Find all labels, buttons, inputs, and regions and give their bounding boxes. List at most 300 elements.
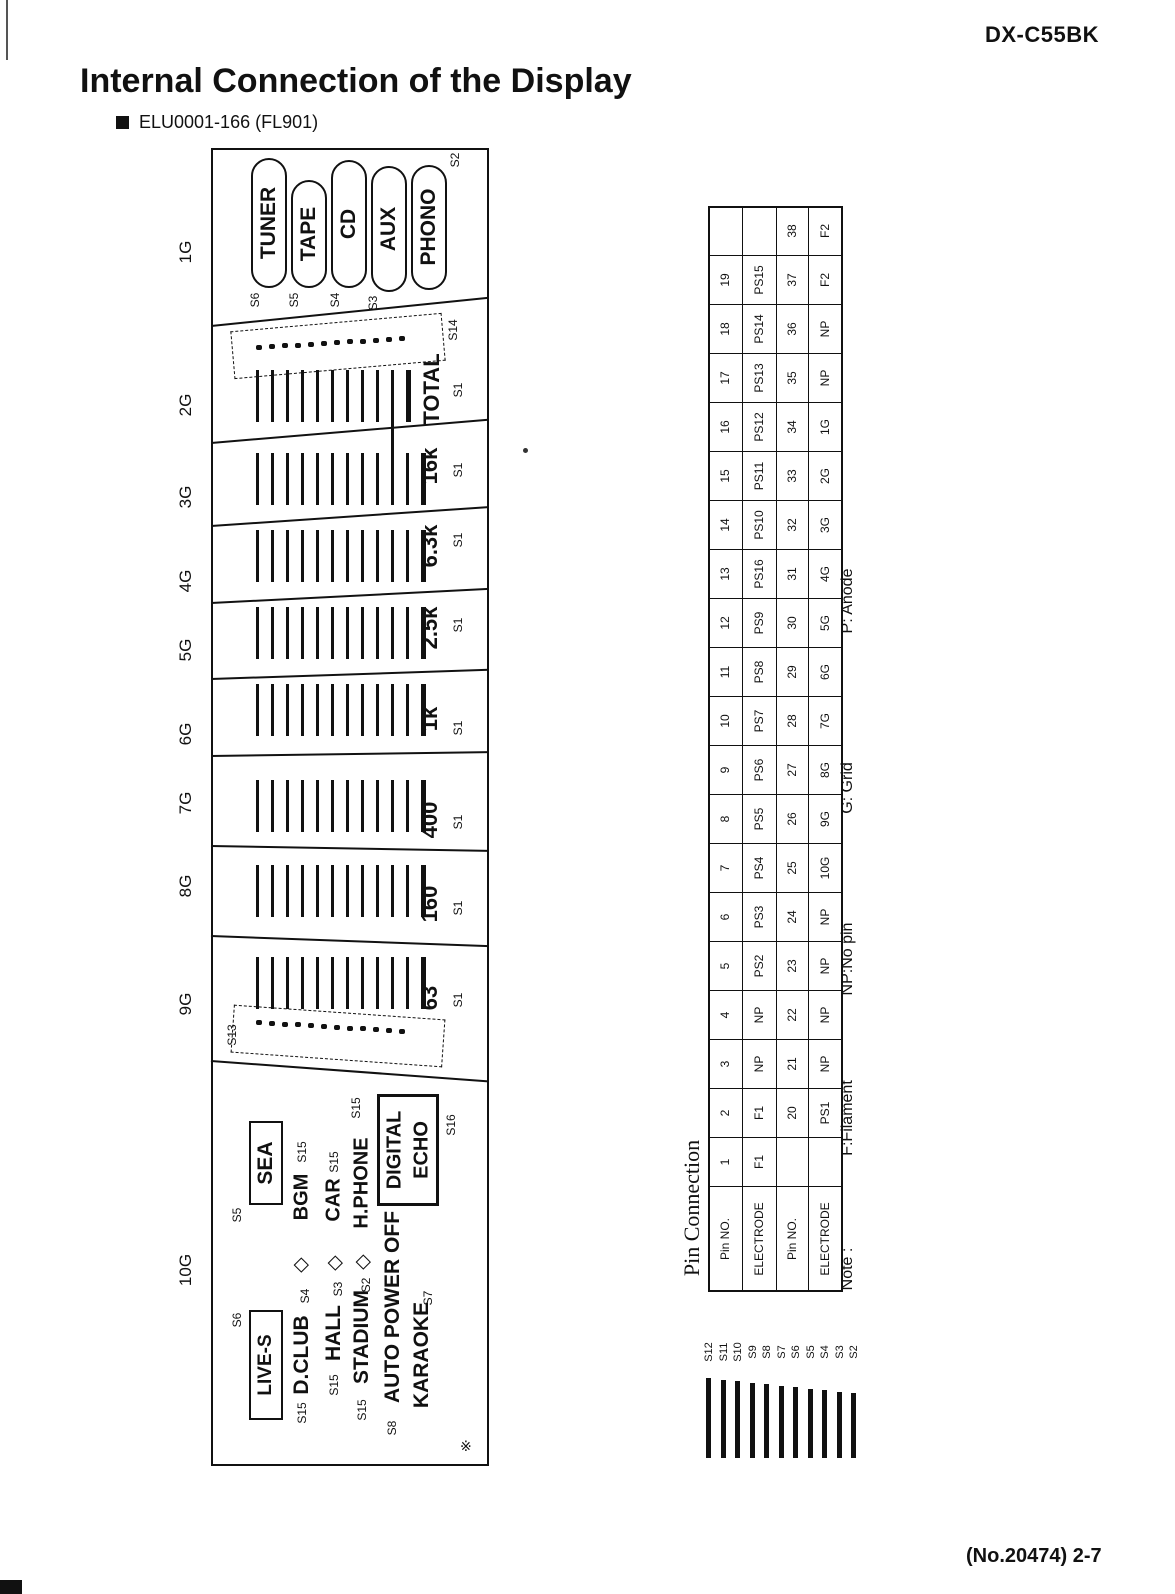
band-63-seg: S1 bbox=[451, 992, 465, 1008]
band-6.3k-seg: S1 bbox=[451, 532, 465, 548]
aux-seg: S3 bbox=[366, 295, 380, 311]
aux-label: AUX bbox=[377, 206, 400, 252]
level-bar bbox=[286, 684, 289, 736]
part-number: ELU0001-166 (FL901) bbox=[139, 112, 319, 132]
dot-segment bbox=[399, 336, 405, 341]
table-cell: 37 bbox=[785, 272, 799, 287]
dot-segment bbox=[282, 343, 288, 348]
table-row-line bbox=[708, 206, 843, 207]
stadium-label: STADIUM bbox=[350, 1289, 373, 1385]
table-row-line bbox=[708, 647, 843, 648]
table-cell: 4 bbox=[718, 1011, 732, 1018]
part-subtitle bbox=[118, 112, 318, 133]
phono-corner-seg: S2 bbox=[448, 152, 462, 168]
stadium-diamond-icon: ◇ bbox=[351, 1254, 374, 1270]
level-bar bbox=[391, 453, 394, 505]
legend-segment-label: S7 bbox=[775, 1345, 788, 1359]
table-cell: PS9 bbox=[752, 611, 766, 634]
table-cell: 5 bbox=[718, 962, 732, 969]
legend-segment-label: S10 bbox=[732, 1342, 744, 1362]
legend-segment-bar bbox=[706, 1378, 711, 1458]
level-bar bbox=[376, 370, 379, 422]
stadium-pre-seg: S15 bbox=[355, 1399, 369, 1421]
table-column-line bbox=[808, 206, 809, 1292]
level-bar bbox=[376, 957, 379, 1009]
square-bullet-icon bbox=[116, 116, 129, 129]
table-cell: 26 bbox=[785, 811, 799, 826]
level-bar bbox=[361, 530, 364, 582]
legend-segment-bar bbox=[851, 1393, 856, 1458]
hphone-label: H.PHONE bbox=[350, 1137, 373, 1229]
tuner-label: TUNER bbox=[257, 186, 280, 260]
table-cell: 25 bbox=[785, 860, 799, 875]
pin-connection-title: Pin Connection bbox=[679, 1139, 704, 1277]
table-cell: 35 bbox=[785, 370, 799, 385]
table-cell: 30 bbox=[785, 615, 799, 630]
level-bar bbox=[376, 530, 379, 582]
level-bar bbox=[331, 780, 334, 832]
table-cell: PS4 bbox=[752, 856, 766, 879]
table-cell: NP bbox=[818, 369, 832, 386]
level-bar bbox=[376, 780, 379, 832]
level-bar bbox=[346, 780, 349, 832]
level-bar bbox=[331, 530, 334, 582]
table-cell: PS11 bbox=[752, 461, 766, 490]
level-bar bbox=[301, 780, 304, 832]
table-cell: F1 bbox=[752, 1105, 766, 1120]
dot-segment bbox=[334, 340, 340, 345]
level-bar bbox=[406, 780, 409, 832]
echo-label: ECHO bbox=[410, 1121, 433, 1179]
table-cell: 3 bbox=[718, 1060, 732, 1067]
note-grid: G: Grid bbox=[839, 762, 856, 814]
level-bar bbox=[361, 684, 364, 736]
table-cell: 11 bbox=[718, 665, 732, 678]
table-row-line bbox=[708, 1137, 843, 1138]
table-cell: 23 bbox=[785, 958, 799, 973]
band-400-seg: S1 bbox=[451, 814, 465, 830]
legend-segment-label: S9 bbox=[746, 1345, 759, 1359]
band-160-seg: S1 bbox=[451, 900, 465, 916]
car-label: CAR bbox=[322, 1178, 345, 1222]
level-bar bbox=[346, 370, 349, 422]
table-cell: 38 bbox=[785, 223, 799, 238]
sea-label: SEA bbox=[254, 1141, 277, 1185]
table-cell: 36 bbox=[785, 321, 799, 336]
table-row-line bbox=[708, 353, 843, 354]
table-cell: NP bbox=[818, 908, 832, 925]
table-column-line bbox=[742, 206, 743, 1292]
legend-segment-bar bbox=[822, 1390, 827, 1458]
table-row-line bbox=[708, 843, 843, 844]
table-cell: 10G bbox=[818, 856, 832, 879]
level-bar bbox=[301, 684, 304, 736]
page-title: Internal Connection of the Display bbox=[80, 62, 632, 100]
level-bar bbox=[331, 607, 334, 659]
table-cell: 2 bbox=[718, 1109, 732, 1116]
level-bar bbox=[271, 453, 274, 505]
note-no-pin: NP:No pin bbox=[839, 922, 856, 996]
table-cell: 13 bbox=[718, 566, 732, 581]
dotted-seg-top: S14 bbox=[446, 319, 460, 341]
level-bar bbox=[376, 865, 379, 917]
level-bar bbox=[346, 453, 349, 505]
table-cell: 33 bbox=[785, 468, 799, 483]
level-bar bbox=[271, 607, 274, 659]
legend-segment-bar bbox=[779, 1386, 784, 1459]
level-bar bbox=[346, 865, 349, 917]
table-cell: 32 bbox=[785, 517, 799, 532]
level-bar bbox=[331, 453, 334, 505]
table-cell: 34 bbox=[785, 419, 799, 434]
table-cell: 9G bbox=[818, 810, 832, 827]
hall-diamond-icon: ◇ bbox=[323, 1255, 346, 1271]
legend-segment-label: S11 bbox=[717, 1342, 730, 1362]
grid-label-8g: 8G bbox=[176, 874, 195, 898]
table-row-line bbox=[708, 598, 843, 599]
table-cell: 21 bbox=[785, 1056, 799, 1071]
level-bar bbox=[316, 607, 319, 659]
band-16k-seg: S1 bbox=[451, 462, 465, 478]
level-bar bbox=[361, 453, 364, 505]
table-cell: PS7 bbox=[752, 709, 766, 732]
level-bar bbox=[316, 780, 319, 832]
level-bar bbox=[256, 530, 259, 582]
level-bar bbox=[361, 370, 364, 422]
level-bar bbox=[256, 780, 259, 832]
table-cell: 14 bbox=[718, 517, 732, 532]
table-cell: PS8 bbox=[752, 660, 766, 683]
table-cell: 10 bbox=[718, 713, 732, 728]
level-bar bbox=[271, 530, 274, 582]
legend-segment-label: S4 bbox=[819, 1345, 831, 1359]
grid-label-5g: 5G bbox=[176, 638, 195, 662]
level-bar bbox=[301, 370, 304, 422]
dclub-label: D.CLUB bbox=[290, 1315, 313, 1395]
table-cell: PS6 bbox=[752, 758, 766, 781]
table-cell: 18 bbox=[718, 321, 732, 336]
table-cell: 3G bbox=[818, 516, 832, 533]
grid-label-1g: 1G bbox=[176, 240, 195, 264]
band-total-seg: S1 bbox=[451, 382, 465, 398]
scan-edge-mark bbox=[6, 0, 8, 60]
band-2.5k: 2.5k bbox=[417, 606, 442, 650]
band-63: 63 bbox=[417, 985, 442, 1011]
table-cell: 8G bbox=[818, 761, 832, 778]
table-cell: PS10 bbox=[752, 509, 766, 540]
band-400: 400 bbox=[417, 801, 442, 839]
grid-label-7g: 7G bbox=[176, 791, 195, 815]
cd-label: CD bbox=[337, 208, 360, 240]
table-row-line bbox=[708, 1039, 843, 1040]
table-header-cell: ELECTRODE bbox=[818, 1202, 832, 1276]
note-anode: P: Anode bbox=[839, 568, 856, 634]
level-bar bbox=[316, 453, 319, 505]
dot-segment bbox=[347, 339, 353, 344]
level-bar bbox=[346, 957, 349, 1009]
dot-segment bbox=[386, 337, 392, 342]
band-2.5k-seg: S1 bbox=[451, 617, 465, 633]
level-bar bbox=[391, 780, 394, 832]
legend-segment-label: S12 bbox=[703, 1342, 715, 1362]
table-row-line bbox=[708, 892, 843, 893]
level-bar bbox=[316, 957, 319, 1009]
scan-corner-mark bbox=[0, 1580, 22, 1594]
legend-segment-bar bbox=[808, 1389, 813, 1459]
level-bar bbox=[391, 957, 394, 1009]
live-s-label: LIVE-S bbox=[255, 1334, 276, 1396]
digital-echo-seg: S16 bbox=[444, 1114, 458, 1136]
level-bar bbox=[406, 453, 409, 505]
table-row-line bbox=[708, 1186, 843, 1187]
level-bar bbox=[316, 530, 319, 582]
table-cell: PS5 bbox=[752, 807, 766, 830]
level-bar bbox=[391, 530, 394, 582]
tuner-seg: S6 bbox=[248, 292, 262, 308]
table-row-line bbox=[708, 745, 843, 746]
note-filament: F:Filament bbox=[839, 1080, 856, 1156]
level-bar bbox=[286, 780, 289, 832]
legend-segment-label: S6 bbox=[790, 1345, 802, 1359]
dot-segment bbox=[295, 343, 301, 348]
dot-segment bbox=[256, 345, 262, 350]
level-bar bbox=[316, 684, 319, 736]
legend-segment-label: S2 bbox=[848, 1345, 860, 1359]
table-row-line bbox=[708, 500, 843, 501]
level-bar bbox=[256, 865, 259, 917]
table-cell: PS2 bbox=[752, 954, 766, 977]
table-cell: 2G bbox=[818, 467, 832, 484]
level-bar bbox=[391, 684, 394, 736]
hall-pre-seg: S15 bbox=[327, 1374, 341, 1396]
asterisk-mark: ※ bbox=[460, 1438, 472, 1454]
auto-power-seg: S8 bbox=[385, 1420, 399, 1436]
level-bar bbox=[271, 684, 274, 736]
level-bar bbox=[286, 453, 289, 505]
table-cell: NP bbox=[818, 320, 832, 337]
legend-segment-bar bbox=[721, 1380, 726, 1459]
table-cell: PS3 bbox=[752, 905, 766, 928]
level-bar bbox=[271, 780, 274, 832]
level-bar bbox=[271, 370, 274, 422]
table-cell: NP bbox=[752, 1055, 766, 1072]
legend-segment-label: S3 bbox=[833, 1345, 846, 1359]
grid-label-4g: 4G bbox=[176, 569, 195, 593]
dclub-post-seg: S4 bbox=[298, 1288, 312, 1304]
table-cell: 7 bbox=[718, 864, 732, 871]
table-cell: PS1 bbox=[818, 1101, 832, 1124]
level-bar bbox=[361, 607, 364, 659]
table-cell: 9 bbox=[718, 766, 732, 773]
tape-label: TAPE bbox=[297, 206, 320, 262]
dot-segment bbox=[321, 341, 327, 346]
table-cell: 19 bbox=[718, 272, 732, 287]
dot-segment bbox=[373, 338, 379, 343]
level-bar bbox=[331, 865, 334, 917]
legend-segment-bar bbox=[750, 1383, 755, 1459]
tape-seg: S5 bbox=[287, 292, 301, 308]
legend-segment-bar bbox=[735, 1381, 740, 1458]
legend-segment-bar bbox=[764, 1384, 769, 1458]
band-1k-seg: S1 bbox=[451, 720, 465, 736]
level-bar bbox=[406, 684, 409, 736]
model-number: DX-C55BK bbox=[985, 22, 1100, 47]
grid-label-3g: 3G bbox=[176, 485, 195, 509]
level-bar bbox=[301, 865, 304, 917]
table-column-line bbox=[776, 206, 777, 1292]
bgm-seg: S15 bbox=[295, 1141, 309, 1163]
table-row-line bbox=[708, 696, 843, 697]
level-bar bbox=[406, 957, 409, 1009]
level-bar bbox=[256, 684, 259, 736]
level-bar bbox=[391, 607, 394, 659]
table-cell: 6G bbox=[818, 663, 832, 680]
band-160: 160 bbox=[417, 885, 442, 923]
table-cell: 15 bbox=[718, 468, 732, 483]
table-cell: NP bbox=[818, 1006, 832, 1023]
level-bar bbox=[286, 530, 289, 582]
table-cell: 17 bbox=[718, 370, 732, 385]
table-header-cell: Pin NO. bbox=[718, 1217, 732, 1261]
level-bar bbox=[406, 530, 409, 582]
grid-label-9g: 9G bbox=[176, 992, 195, 1016]
dotted-seg-bottom: S13 bbox=[225, 1024, 239, 1046]
level-bar bbox=[256, 607, 259, 659]
level-bar bbox=[316, 370, 319, 422]
note-label: Note : bbox=[839, 1247, 856, 1291]
scan-dot bbox=[523, 448, 528, 453]
table-cell: 16 bbox=[718, 419, 732, 434]
table-row-line bbox=[708, 941, 843, 942]
grid-label-2g: 2G bbox=[176, 393, 195, 417]
table-cell: 24 bbox=[785, 909, 799, 924]
level-bar bbox=[271, 865, 274, 917]
table-cell: 4G bbox=[818, 565, 832, 582]
cd-seg: S4 bbox=[328, 292, 342, 308]
phono-label: PHONO bbox=[417, 188, 440, 266]
level-bar bbox=[346, 684, 349, 736]
level-bar bbox=[361, 865, 364, 917]
car-seg: S15 bbox=[327, 1151, 341, 1173]
table-cell: 1G bbox=[818, 418, 832, 435]
level-bar bbox=[346, 530, 349, 582]
hall-post-seg: S3 bbox=[331, 1281, 345, 1297]
sea-seg: S5 bbox=[230, 1207, 244, 1223]
level-bar bbox=[361, 957, 364, 1009]
karaoke-seg: S7 bbox=[421, 1290, 435, 1306]
table-cell: PS16 bbox=[752, 558, 766, 589]
level-bar bbox=[286, 957, 289, 1009]
table-cell: F1 bbox=[752, 1154, 766, 1169]
level-end-bar bbox=[406, 370, 411, 422]
level-bar bbox=[376, 607, 379, 659]
level-bar bbox=[331, 684, 334, 736]
table-cell: PS12 bbox=[752, 411, 766, 442]
band-1k: 1k bbox=[417, 706, 442, 732]
table-cell: NP bbox=[818, 1055, 832, 1072]
digital-label: DIGITAL bbox=[383, 1110, 406, 1190]
table-cell: F2 bbox=[818, 223, 832, 238]
level-bar bbox=[331, 957, 334, 1009]
table-row-line bbox=[708, 402, 843, 403]
level-bar bbox=[406, 865, 409, 917]
table-cell: 6 bbox=[718, 913, 732, 920]
dot-segment bbox=[269, 344, 275, 349]
level-bar bbox=[256, 957, 259, 1009]
table-row-line bbox=[708, 1088, 843, 1089]
table-row-line bbox=[708, 990, 843, 991]
level-bar bbox=[346, 607, 349, 659]
level-bar bbox=[301, 607, 304, 659]
table-cell: 12 bbox=[718, 615, 732, 630]
level-bar bbox=[256, 453, 259, 505]
table-cell: 8 bbox=[718, 815, 732, 822]
legend-segment-bar bbox=[837, 1392, 842, 1459]
bgm-label: BGM bbox=[290, 1173, 313, 1221]
table-row-line bbox=[708, 451, 843, 452]
dot-segment bbox=[360, 339, 366, 344]
level-bar bbox=[301, 957, 304, 1009]
band-6.3k: 6.3k bbox=[417, 524, 442, 568]
dclub-diamond-icon: ◇ bbox=[289, 1257, 312, 1273]
level-bar bbox=[406, 607, 409, 659]
table-cell: 5G bbox=[818, 614, 832, 631]
table-cell: 22 bbox=[785, 1007, 799, 1022]
hphone-seg: S15 bbox=[349, 1097, 363, 1119]
level-bar bbox=[316, 865, 319, 917]
table-cell: 28 bbox=[785, 713, 799, 728]
level-bar bbox=[256, 370, 259, 422]
table-cell: 20 bbox=[785, 1105, 799, 1120]
table-cell: PS13 bbox=[752, 362, 766, 393]
level-bar bbox=[301, 530, 304, 582]
table-row-line bbox=[708, 549, 843, 550]
table-cell: 7G bbox=[818, 712, 832, 729]
grid-label-6g: 6G bbox=[176, 722, 195, 746]
table-cell: PS14 bbox=[752, 313, 766, 344]
karaoke-label: KARAOKE bbox=[410, 1301, 433, 1409]
auto-power-off-label: AUTO POWER OFF bbox=[381, 1210, 404, 1404]
table-cell: NP bbox=[752, 1006, 766, 1023]
legend-segment-label: S5 bbox=[804, 1345, 817, 1359]
table-cell: F2 bbox=[818, 272, 832, 287]
legend-segment-bar bbox=[793, 1387, 798, 1458]
table-cell: PS15 bbox=[752, 264, 766, 295]
band-16k: 16k bbox=[417, 447, 442, 485]
dot-segment bbox=[308, 342, 314, 347]
table-cell: 27 bbox=[785, 762, 799, 777]
table-cell: 31 bbox=[785, 566, 799, 581]
dclub-pre-seg: S15 bbox=[295, 1402, 309, 1424]
table-row-line bbox=[708, 794, 843, 795]
level-bar bbox=[286, 607, 289, 659]
table-cell: 29 bbox=[785, 664, 799, 679]
table-row-line bbox=[708, 304, 843, 305]
level-bar bbox=[271, 957, 274, 1009]
hall-label: HALL bbox=[322, 1305, 345, 1361]
legend-segment-label: S8 bbox=[761, 1345, 773, 1359]
level-bar bbox=[391, 865, 394, 917]
level-bar bbox=[286, 370, 289, 422]
live-s-seg: S6 bbox=[230, 1312, 244, 1328]
stadium-post-seg: S2 bbox=[359, 1277, 373, 1293]
level-bar bbox=[361, 780, 364, 832]
table-header-cell: Pin NO. bbox=[785, 1217, 799, 1261]
grid-label-10g: 10G bbox=[176, 1253, 195, 1287]
table-cell: 1 bbox=[718, 1158, 732, 1165]
table-row-line bbox=[708, 255, 843, 256]
level-bar bbox=[376, 453, 379, 505]
